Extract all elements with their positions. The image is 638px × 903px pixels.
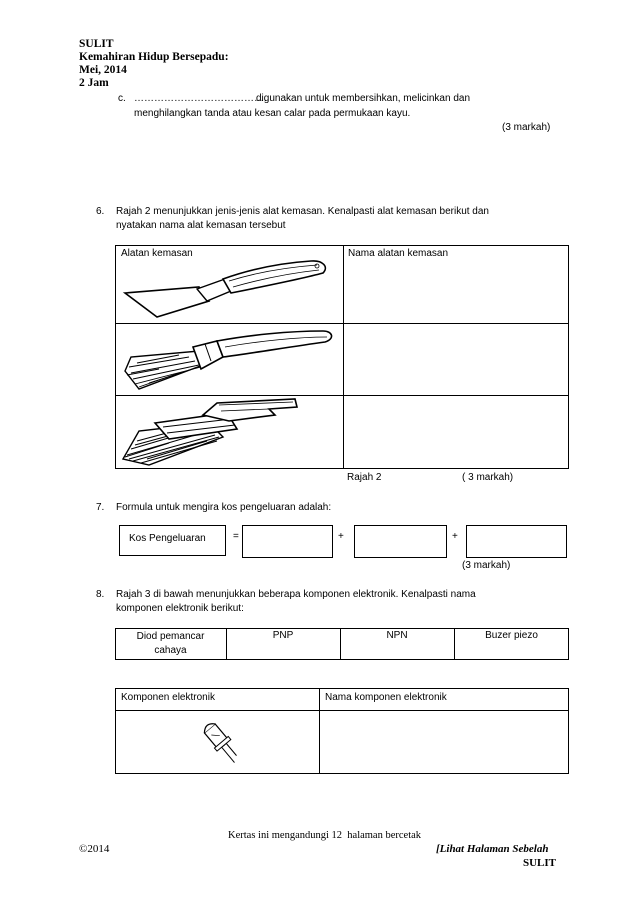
q8-option-led-line1: Diod pemancar [136,631,205,642]
q6-caption: Rajah 2 [347,472,382,483]
q5c-blank: …………………………………. [134,93,267,104]
q6-col1-header: Alatan kemasan [121,248,193,259]
q6-line2: nyatakan nama alat kemasan tersebut [116,220,286,231]
flat-brush-icon [119,397,341,467]
q8-option-npn: NPN [386,630,408,641]
q8-line1: Rajah 3 di bawah menunjukkan beberapa komponen elektronik. Kenalpasti nama [116,589,476,600]
q8-component-table [115,688,569,774]
q8-option-led [115,630,226,658]
q7-answer-box-3[interactable] [466,525,567,558]
paint-brush-icon [119,327,341,393]
led-icon [199,718,245,768]
header-subject: Kemahiran Hidup Bersepadu: [79,51,229,63]
footer-next-page: [Lihat Halaman Sebelah [436,843,549,855]
q6-col2-header: Nama alatan kemasan [348,248,449,259]
q8-line2: komponen elektronik berikut: [116,603,244,614]
q7-box-label: Kos Pengeluaran [129,533,206,544]
q8-option-buzer: Buzer piezo [485,630,538,641]
header-sulit: SULIT [79,38,114,50]
footer-sulit: SULIT [523,857,557,869]
header-duration: 2 Jam [79,77,109,89]
q7-plus-1: + [338,531,344,542]
q7-marks: (3 markah) [462,560,511,571]
q8-option-pnp: PNP [272,630,294,641]
q5c-line2: menghilangkan tanda atau kesan calar pada permukaan kayu. [134,108,411,119]
footer-pages-count: 12 [331,830,343,841]
footer-copyright: ©2014 [79,843,110,855]
q6-line1: Rajah 2 menunjukkan jenis-jenis alat kemasan. Kenalpasti alat kemasan berikut dan [116,206,489,217]
q5c-marks: (3 markah) [502,122,551,133]
q6-marks: ( 3 markah) [462,472,514,483]
q8-number: 8. [96,589,105,600]
q7-cost-box [119,525,226,556]
q8-option-led-line2: cahaya [154,645,187,656]
q5c-line1: digunakan untuk membersihkan, melicinkan dan [256,93,471,104]
q6-number: 6. [96,206,105,217]
q7-plus-2: + [452,531,458,542]
q7-answer-box-2[interactable] [354,525,447,558]
q7-number: 7. [96,502,105,513]
q6-table [115,245,569,469]
q8-col1-header: Komponen elektronik [121,692,215,703]
q8-options-table [115,628,569,660]
q7-line1: Formula untuk mengira kos pengeluaran adalah: [116,502,332,513]
q7-equals: = [233,531,239,542]
q7-answer-box-1[interactable] [242,525,333,558]
header-date: Mei, 2014 [79,64,127,76]
scraper-icon [121,257,341,323]
footer-pages-prefix: Kertas ini mengandungi [228,830,329,841]
q8-col2-header: Nama komponen elektronik [325,692,447,703]
footer-pages-suffix: halaman bercetak [347,830,422,841]
q5c-label: c. [118,93,126,104]
footer-pages [228,830,421,841]
